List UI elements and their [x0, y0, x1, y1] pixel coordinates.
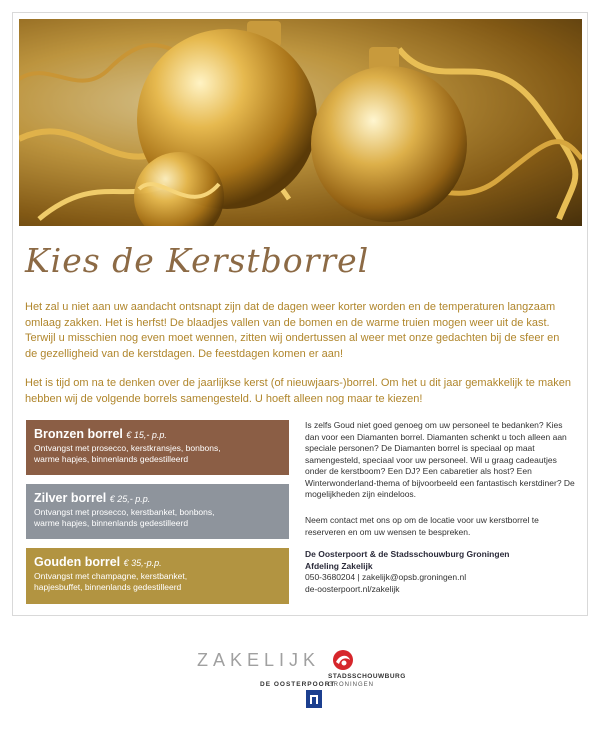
package-description-line-1: Ontvangst met prosecco, kerstkransjes, bonbons,	[34, 443, 221, 453]
package-price: € 15,- p.p.	[126, 430, 167, 440]
stadsschouwburg-logo-icon	[330, 648, 356, 672]
groningen-label: GRONINGEN	[328, 682, 375, 688]
package-bronze	[26, 420, 289, 475]
package-heading	[34, 490, 281, 507]
intro-paragraph-2: Het is tijd om na te denken over de jaarlijkse kerst (of nieuwjaars-)borrel. Om het u dit jaar gemakkelijk te maken hebben wij de volgende borrels samengesteld. U hoeft alleen nog maar te kiezen!	[25, 377, 571, 405]
package-name: Gouden borrel	[34, 555, 121, 569]
contact-department: Afdeling Zakelijk	[305, 560, 373, 571]
package-description-line-1: Ontvangst met prosecco, kerstbanket, bonbons,	[34, 507, 215, 517]
oosterpoort-logo-icon	[306, 690, 322, 708]
diamond-paragraph: Is zelfs Goud niet goed genoeg om uw personeel te bedanken? Kies dan voor een Diamanten borrel. Diamanten schenkt u toch alleen aan speciale personen? De Diamanten borrel is speciaal op maat samengesteld, speciaal voor uw personeel. Wil u graag cadeautjes onder de kerstboom? Een DJ? Een cabaretier als host? Een Winterwonderland-thema of bijvoorbeeld een fantastisch kerstdiner? De mogelijkheden zijn eindeloos.	[305, 420, 575, 499]
package-name: Zilver borrel	[34, 491, 107, 505]
package-heading	[34, 426, 281, 443]
stadsschouwburg-label: STADSSCHOUWBURG	[328, 673, 406, 680]
package-heading	[34, 554, 281, 571]
zakelijk-brand-text: ZAKELIJK	[197, 650, 321, 670]
intro-paragraph-1: Het zal u niet aan uw aandacht ontsnapt zijn dat de dagen weer korter worden en de temperaturen langzaam omlaag zakken. Het is herfst! De blaadjes vallen van de bomen en de warme truien mogen weer uit de kast. Terwijl u misschien nog even moet wennen, zitten wij ondertussen al weer met onze gedachten bij de sfeer en de gezelligheid van de kerstdagen. De feestdagen komen er aan!	[25, 301, 560, 360]
package-description-line-2: hapjesbuffet, binnenlands gedestilleerd	[34, 582, 182, 592]
package-name: Bronzen borrel	[34, 427, 123, 441]
package-gold	[26, 548, 289, 604]
footer-logos	[0, 640, 600, 720]
contact-organisation: De Oosterpoort & de Stadsschouwburg Groningen	[305, 549, 510, 559]
oosterpoort-label: DE OOSTERPOORT	[260, 681, 336, 688]
christmas-baubles-image	[19, 19, 582, 226]
package-description-line-2: warme hapjes, binnenlands gedestilleerd	[34, 454, 189, 464]
package-silver	[26, 484, 289, 539]
newsletter-card	[12, 12, 588, 616]
package-description-line-2: warme hapjes, binnenlands gedestilleerd	[34, 518, 189, 528]
contact-block	[305, 549, 510, 595]
package-description-line-1: Ontvangst met champagne, kerstbanket,	[34, 571, 188, 581]
contact-website-link[interactable]: de-oosterpoort.nl/zakelijk	[305, 583, 400, 594]
contact-phone-email[interactable]: 050-3680204 | zakelijk@opsb.groningen.nl	[305, 572, 467, 582]
package-price: € 35,-p.p.	[123, 558, 162, 568]
contact-invite-paragraph: Neem contact met ons op om de locatie voor uw kerstborrel te reserveren en om uw wensen te bespreken.	[305, 515, 539, 537]
page-title: Kies de Kerstborrel	[25, 241, 370, 280]
package-price: € 25,- p.p.	[109, 494, 151, 504]
